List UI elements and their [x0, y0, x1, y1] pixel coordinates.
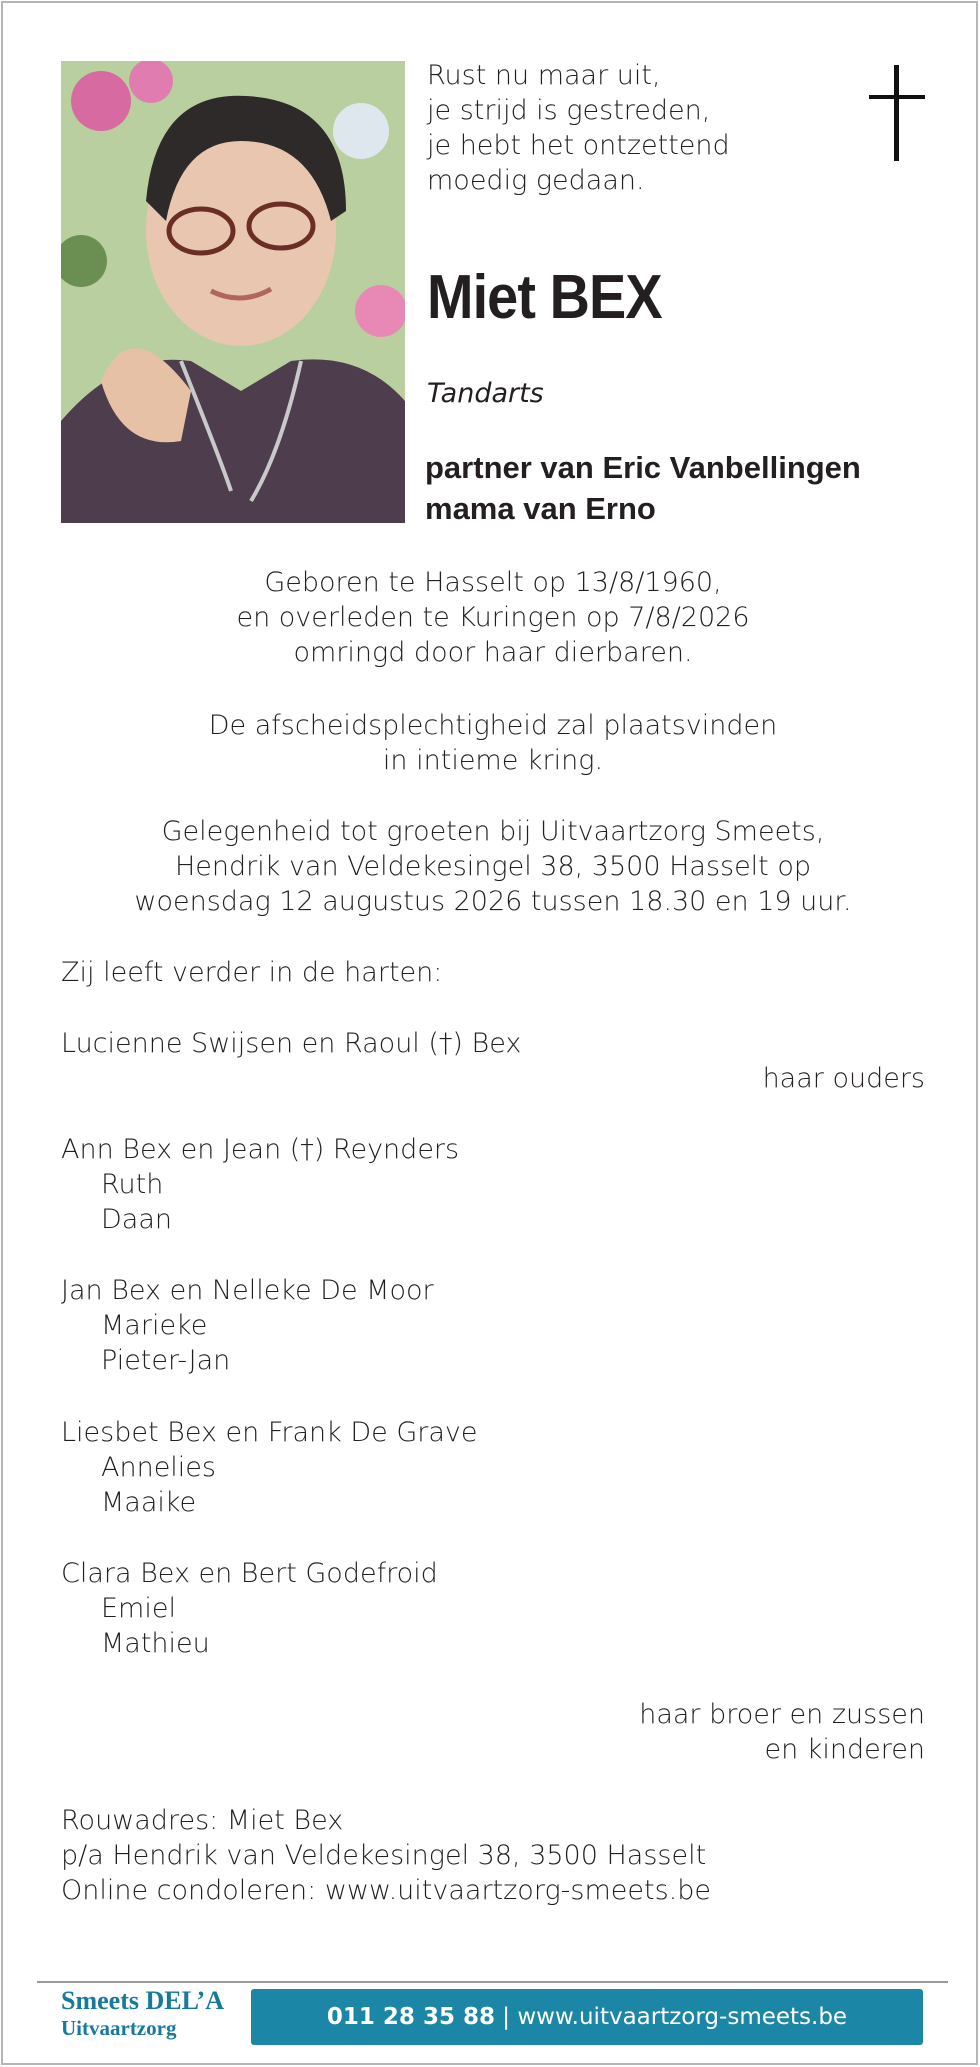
- sibling-couple: Ann Bex en Jean (†) Reynders: [61, 1134, 460, 1165]
- child-name: Mathieu: [101, 1628, 210, 1659]
- sibling-couple: Liesbet Bex en Frank De Grave: [61, 1417, 478, 1448]
- relations: [425, 447, 861, 529]
- deceased-name: Miet BEX: [427, 263, 662, 332]
- cross-icon: [869, 65, 925, 161]
- child-name: Marieke: [101, 1310, 208, 1341]
- relation-partner: partner van Eric Vanbellingen: [425, 450, 861, 485]
- parents-block: [61, 1026, 925, 1096]
- sibling-family: [61, 1132, 925, 1237]
- sibling-couple: Clara Bex en Bert Godefroid: [61, 1558, 438, 1589]
- text-line: De afscheidsplechtigheid zal plaatsvinden: [208, 710, 778, 741]
- obituary-card: [1, 1, 978, 2065]
- contact-bar: [251, 1989, 923, 2045]
- poem: [427, 58, 807, 198]
- child-name: Maaike: [101, 1487, 197, 1518]
- portrait-photo: [61, 61, 405, 523]
- child-name: Pieter-Jan: [101, 1345, 231, 1376]
- birth-death-info: [61, 565, 925, 670]
- text-line: Gelegenheid tot groeten bij Uitvaartzorg Smeets,: [161, 816, 825, 847]
- sibling-family: [61, 1556, 925, 1661]
- poem-line: Rust nu maar uit,: [427, 60, 661, 91]
- text-line: woensdag 12 augustus 2026 tussen 18.30 en 19 uur.: [134, 886, 852, 917]
- sibling-couple: Jan Bex en Nelleke De Moor: [61, 1275, 434, 1306]
- sibling-family: [61, 1415, 925, 1520]
- child-name: Ruth: [101, 1169, 164, 1200]
- ceremony-info: [61, 708, 925, 778]
- child-name: Daan: [101, 1204, 172, 1235]
- separator: |: [502, 2004, 511, 2030]
- rouwadres: Rouwadres: Miet Bex: [61, 1805, 344, 1836]
- text-line: Geboren te Hasselt op 13/8/1960,: [264, 567, 722, 598]
- phone-number[interactable]: 011 28 35 88: [326, 2004, 495, 2030]
- logo-brand: Smeets DEL’A: [61, 1986, 224, 2015]
- greeting-info: [61, 814, 925, 919]
- poem-line: je hebt het ontzettend: [427, 130, 730, 161]
- logo-sub: Uitvaartzorg: [61, 2016, 177, 2040]
- footer-divider: [37, 1981, 948, 1983]
- poem-line: moedig gedaan.: [427, 165, 645, 196]
- funeral-home-logo: [61, 1986, 224, 2040]
- parents-names: Lucienne Swijsen en Raoul (†) Bex: [61, 1028, 522, 1059]
- address-block: [61, 1803, 925, 1908]
- sibling-family: [61, 1273, 925, 1378]
- siblings-role: [61, 1697, 925, 1767]
- text-line: in intieme kring.: [382, 745, 604, 776]
- relation-mother: mama van Erno: [425, 491, 656, 526]
- address-line: p/a Hendrik van Veldekesingel 38, 3500 Hasselt: [61, 1840, 707, 1871]
- family-intro: Zij leeft verder in de harten:: [61, 957, 443, 988]
- parents-role: haar ouders: [762, 1063, 925, 1094]
- child-name: Emiel: [101, 1593, 176, 1624]
- profession: Tandarts: [427, 378, 544, 409]
- text-line: en overleden te Kuringen op 7/8/2026: [236, 602, 750, 633]
- condolence-link[interactable]: Online condoleren: www.uitvaartzorg-smeets.be: [61, 1875, 711, 1906]
- text-line: haar broer en zussen: [639, 1699, 925, 1730]
- text-line: omringd door haar dierbaren.: [293, 637, 693, 668]
- website-link[interactable]: www.uitvaartzorg-smeets.be: [517, 2004, 848, 2030]
- text-line: Hendrik van Veldekesingel 38, 3500 Hasselt op: [174, 851, 812, 882]
- text-line: en kinderen: [764, 1734, 925, 1765]
- child-name: Annelies: [101, 1452, 216, 1483]
- poem-line: je strijd is gestreden,: [427, 95, 711, 126]
